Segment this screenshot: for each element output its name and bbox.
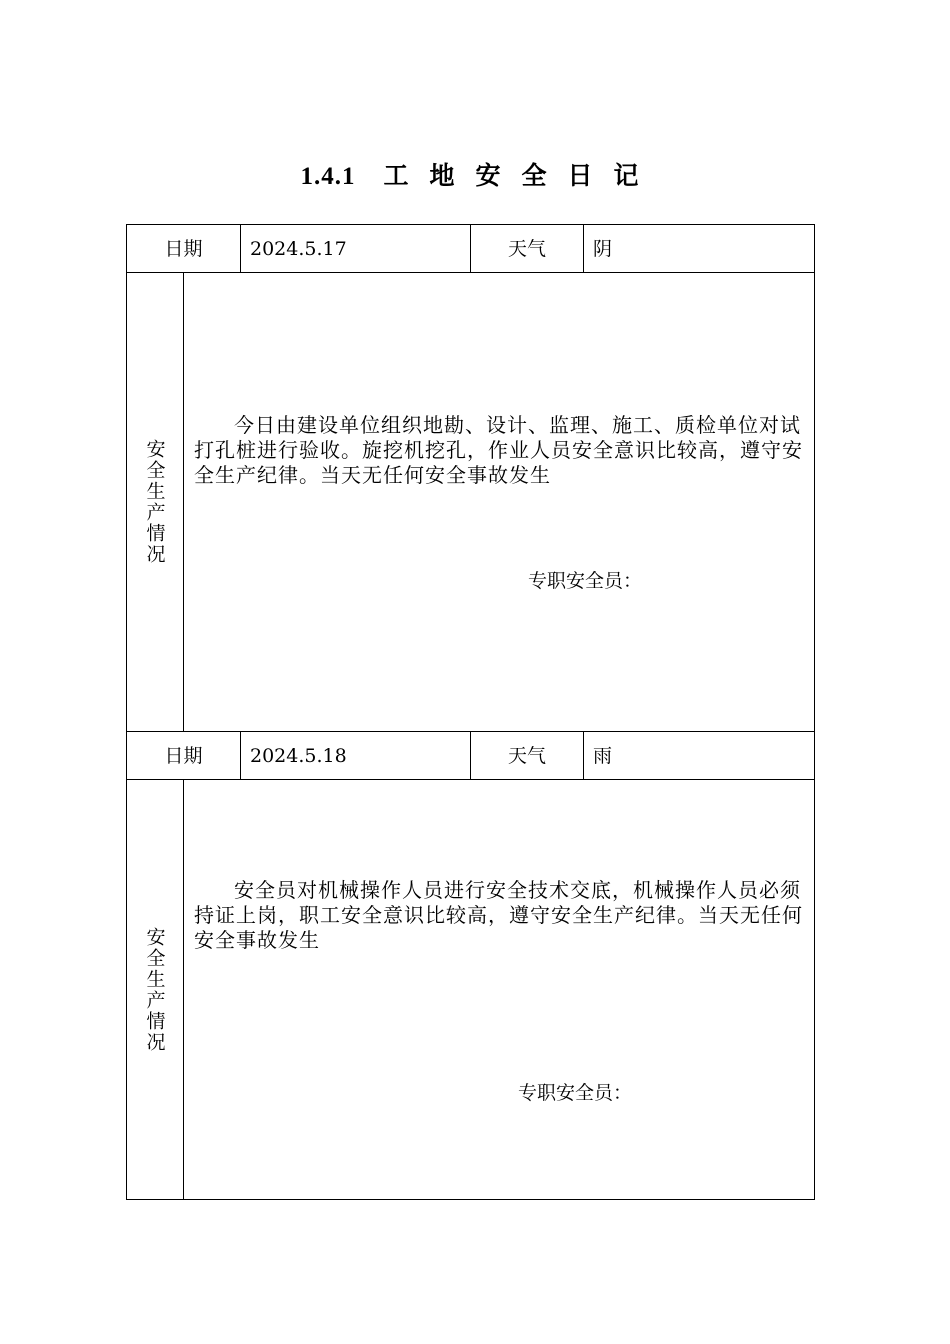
signature-label: 专职安全员：	[518, 1082, 633, 1104]
weather-value: 阴	[583, 224, 815, 273]
title-number: 1.4.1	[300, 163, 356, 190]
title-char: 地	[429, 161, 456, 190]
weather-value: 雨	[583, 731, 815, 780]
title-char: 工	[383, 161, 410, 190]
signature-label: 专职安全员：	[528, 570, 643, 592]
page-title	[0, 156, 950, 192]
entry-body: 安全员对机械操作人员进行安全技术交底，机械操作人员必须持证上岗，职工安全意识比较高，遵守安全生产纪律。当天无任何安全事故发生	[194, 878, 803, 952]
entry-body: 今日由建设单位组织地勘、设计、监理、施工、质检单位对试打孔桩进行验收。旋挖机挖孔，作业人员安全意识比较高，遵守安全生产纪律。当天无任何安全事故发生	[194, 413, 803, 487]
date-label: 日期	[126, 731, 241, 780]
weather-label: 天气	[470, 224, 584, 273]
section-label-text: 安全生产情况	[143, 439, 166, 565]
content-cell	[183, 779, 815, 1200]
section-label-text: 安全生产情况	[143, 926, 166, 1053]
weather-label: 天气	[470, 731, 584, 780]
date-label: 日期	[126, 224, 241, 273]
title-char: 日	[567, 161, 594, 190]
section-label	[126, 779, 184, 1200]
section-label	[126, 272, 184, 732]
content-cell	[183, 272, 815, 732]
date-value: 2024.5.17	[240, 224, 471, 273]
date-value: 2024.5.18	[240, 731, 471, 780]
title-char: 记	[613, 161, 640, 190]
title-char: 全	[521, 161, 548, 190]
title-char: 安	[475, 161, 502, 190]
